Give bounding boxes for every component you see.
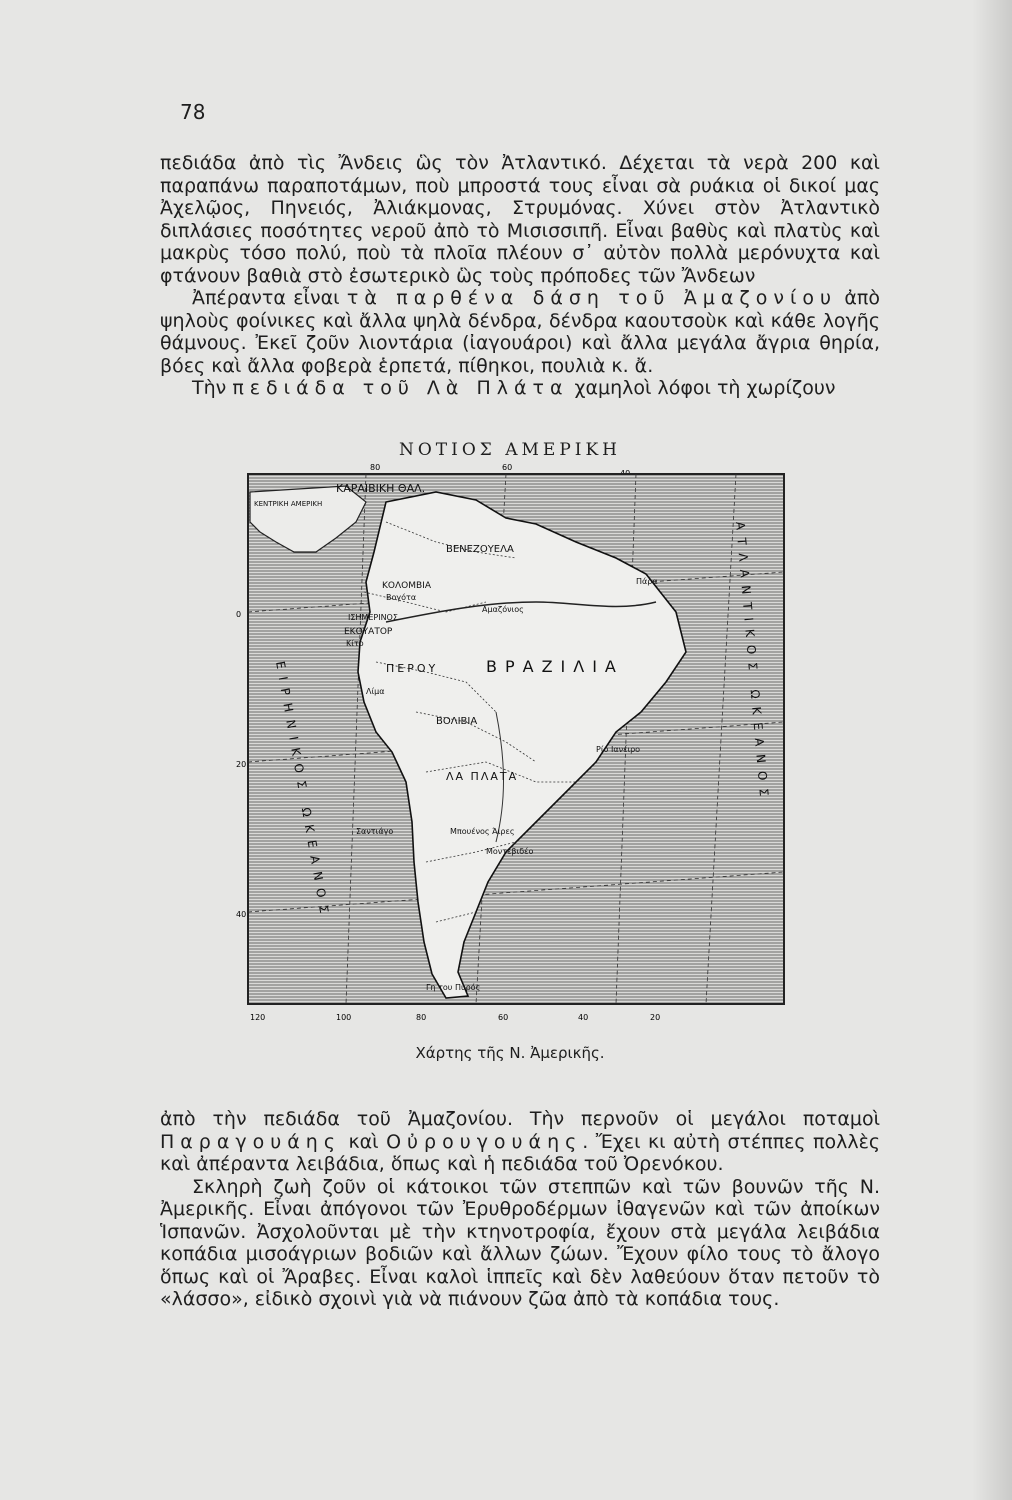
- paragraph-text: ἀπὸ ψηλοὺς φοίνικες καὶ ἄλλα ψηλὰ δένδρα, δένδρα καουτσοὺκ καὶ κάθε λογῆς θάμνους. Ἐκεῖ ζοῦν λιοντάρια (ἰαγουάροι) καὶ ἄλλα μεγάλα ἄγρια θηρία, βόες καὶ ἄλλα φοβερὰ ἑρπετά, πίθηκοι, πουλιὰ κ. ἄ.: [160, 287, 880, 377]
- label-caribbean: ΚΑΡΑΙΒΙΚΗ ΘΑΛ.: [336, 482, 426, 495]
- label-ecuador: ΙΣΗΜΕΡΙΝΟΣ: [348, 613, 398, 622]
- paragraph-text: χαμηλοὶ λόφοι τὴ χωρίζουν: [568, 377, 836, 399]
- page-number: 78: [180, 100, 206, 124]
- label-venezuela: ΒΕΝΕΖΟΥΕΛΑ: [446, 544, 514, 555]
- label-montevideo: Μοντεβιδέο: [486, 847, 534, 856]
- bottom-tick: 60: [498, 1013, 509, 1022]
- label-brazil: ΒΡΑΖΙΛΙΑ: [486, 657, 624, 676]
- bottom-tick: 120: [250, 1013, 266, 1022]
- bottom-tick: 100: [336, 1013, 352, 1022]
- bottom-tick: 40: [578, 1013, 589, 1022]
- left-tick: 20: [236, 760, 247, 769]
- paragraph-amazon-river: πεδιάδα ἀπὸ τὶς Ἄνδεις ὣς τὸν Ἀτλαντικό. Δέχεται τὰ νερὰ 200 καὶ παραπάνω παραποτάμων, ποὺ μπροστά τους εἶναι σὰ ρυάκια οἱ δικοί μας Ἀχελῷος, Πηνειός, Ἀλιάκμονας, Στρυμόνας. Χύνει στὸν Ἀτλαντικὸ διπλάσιες ποσότητες νεροῦ ἀπὸ τὸ Μισισσιπῆ. Εἶναι βαθὺς καὶ πλατὺς καὶ μακρὺς τόσο πολύ, ποὺ τὰ πλοῖα πλέουν σ᾽ αὐτὸν πολλὰ μερόνυχτα καὶ φτάνουν βαθιὰ στὸ ἐσωτερικὸ ὣς τοὺς πρόποδες τῶν Ἄνδεων: [160, 152, 880, 287]
- emphasized-text: Οὐρουγουάης: [386, 1130, 583, 1153]
- label-rio: Ρίο Ιανέιρο: [596, 745, 641, 754]
- emphasized-text: Παραγουάης: [160, 1130, 341, 1153]
- paragraph-text: Τὴν: [192, 377, 233, 399]
- label-peru: ΠΕΡΟΥ: [386, 662, 439, 675]
- label-para: Πάρα: [636, 577, 658, 586]
- label-quito: Κίτο: [346, 639, 364, 648]
- top-tick: 60: [502, 463, 513, 472]
- label-amazon: Αμαζόνιος: [482, 605, 524, 614]
- label-la-plata: ΛΑ ΠΛΑΤΑ: [446, 770, 519, 783]
- label-bogota: Βογότα: [386, 593, 417, 602]
- emphasized-text: τὰ παρθένα δάση τοῦ Ἀμαζονίου: [346, 287, 838, 309]
- page-edge-shadow: [972, 0, 1012, 1500]
- label-bolivia: ΒΟΛΙΒΙΑ: [436, 716, 478, 727]
- label-lima: Λίμα: [366, 687, 385, 696]
- top-tick: 80: [370, 463, 381, 472]
- label-pacific: ΕΙΡΗΝΙΚΟΣ ΩΚΕΑΝΟΣ: [273, 660, 333, 922]
- paragraph-la-plata-intro: [160, 377, 880, 400]
- paragraph-text: Ἀπέραντα εἶναι: [192, 287, 347, 309]
- label-colombia: ΚΟΛΟΜΒΙΑ: [382, 581, 431, 591]
- paragraph-text: καὶ: [340, 1130, 387, 1153]
- left-tick: 0: [236, 610, 242, 619]
- bottom-tick: 80: [416, 1013, 427, 1022]
- bottom-tick: 20: [650, 1013, 661, 1022]
- label-ecuador-local: ΕΚΟΥΑΤΟΡ: [344, 627, 393, 637]
- text-block-bottom: [160, 1108, 880, 1311]
- map-title: ΝΟΤΙΟΣ ΑΜΕΡΙΚΗ: [399, 440, 621, 460]
- label-atlantic: ΑΤΛΑΝΤΙΚΟΣ ΩΚΕΑΝΟΣ: [733, 521, 772, 805]
- paragraph-la-plata-rivers: [160, 1108, 880, 1176]
- south-america-map: [236, 462, 796, 1032]
- label-santiago: Σαντιάγο: [356, 827, 394, 836]
- paragraph-text: . Ἔχει κι αὐτὴ στέππες πολλὲς καὶ ἀπέραντα λειβάδια, ὅπως καὶ ἡ πεδιάδα τοῦ Ὀρενόκου.: [160, 1130, 880, 1175]
- label-central-america: ΚΕΝΤΡΙΚΗ ΑΜΕΡΙΚΗ: [254, 500, 323, 508]
- paragraph-inhabitants: Σκληρὴ ζωὴ ζοῦν οἱ κάτοικοι τῶν στεππῶν καὶ τῶν βουνῶν τῆς Ν. Ἀμερικῆς. Εἶναι ἀπόγονοι τῶν Ἐρυθροδέρμων ἰθαγενῶν καὶ τῶν ἀποίκων Ἱσπανῶν. Ἀσχολοῦνται μὲ τὴν κτηνοτροφία, ἔχουν στὰ μεγάλα λειβάδια κοπάδια μισοάγριων βοδιῶν καὶ ἄλλων ζώων. Ἔχουν φίλο τους τὸ ἄλογο ὅπως καὶ οἱ Ἄραβες. Εἶναι καλοὶ ἱππεῖς καὶ δὲν λαθεύουν ὅταν πετοῦν τὸ «λάσσο», εἰδικὸ σχοινὶ γιὰ νὰ πιάνουν ζῶα ἀπὸ τὰ κοπάδια τους.: [160, 1175, 880, 1310]
- paragraph-amazon-forests: [160, 287, 880, 377]
- map-caption: Χάρτης τῆς Ν. Ἀμερικῆς.: [415, 1044, 605, 1062]
- label-buenos-aires: Μπουένος Άιρες: [450, 827, 515, 836]
- left-tick: 40: [236, 910, 247, 919]
- text-block-top: [160, 152, 880, 400]
- paragraph-text: ἀπὸ τὴν πεδιάδα τοῦ Ἀμαζονίου. Τὴν περνοῦν οἱ μεγάλοι ποταμοὶ: [160, 1108, 880, 1130]
- emphasized-text: πεδιάδα τοῦ Λὰ Πλάτα: [232, 377, 569, 399]
- label-cape-horn: Γη του Πυρός: [426, 983, 481, 992]
